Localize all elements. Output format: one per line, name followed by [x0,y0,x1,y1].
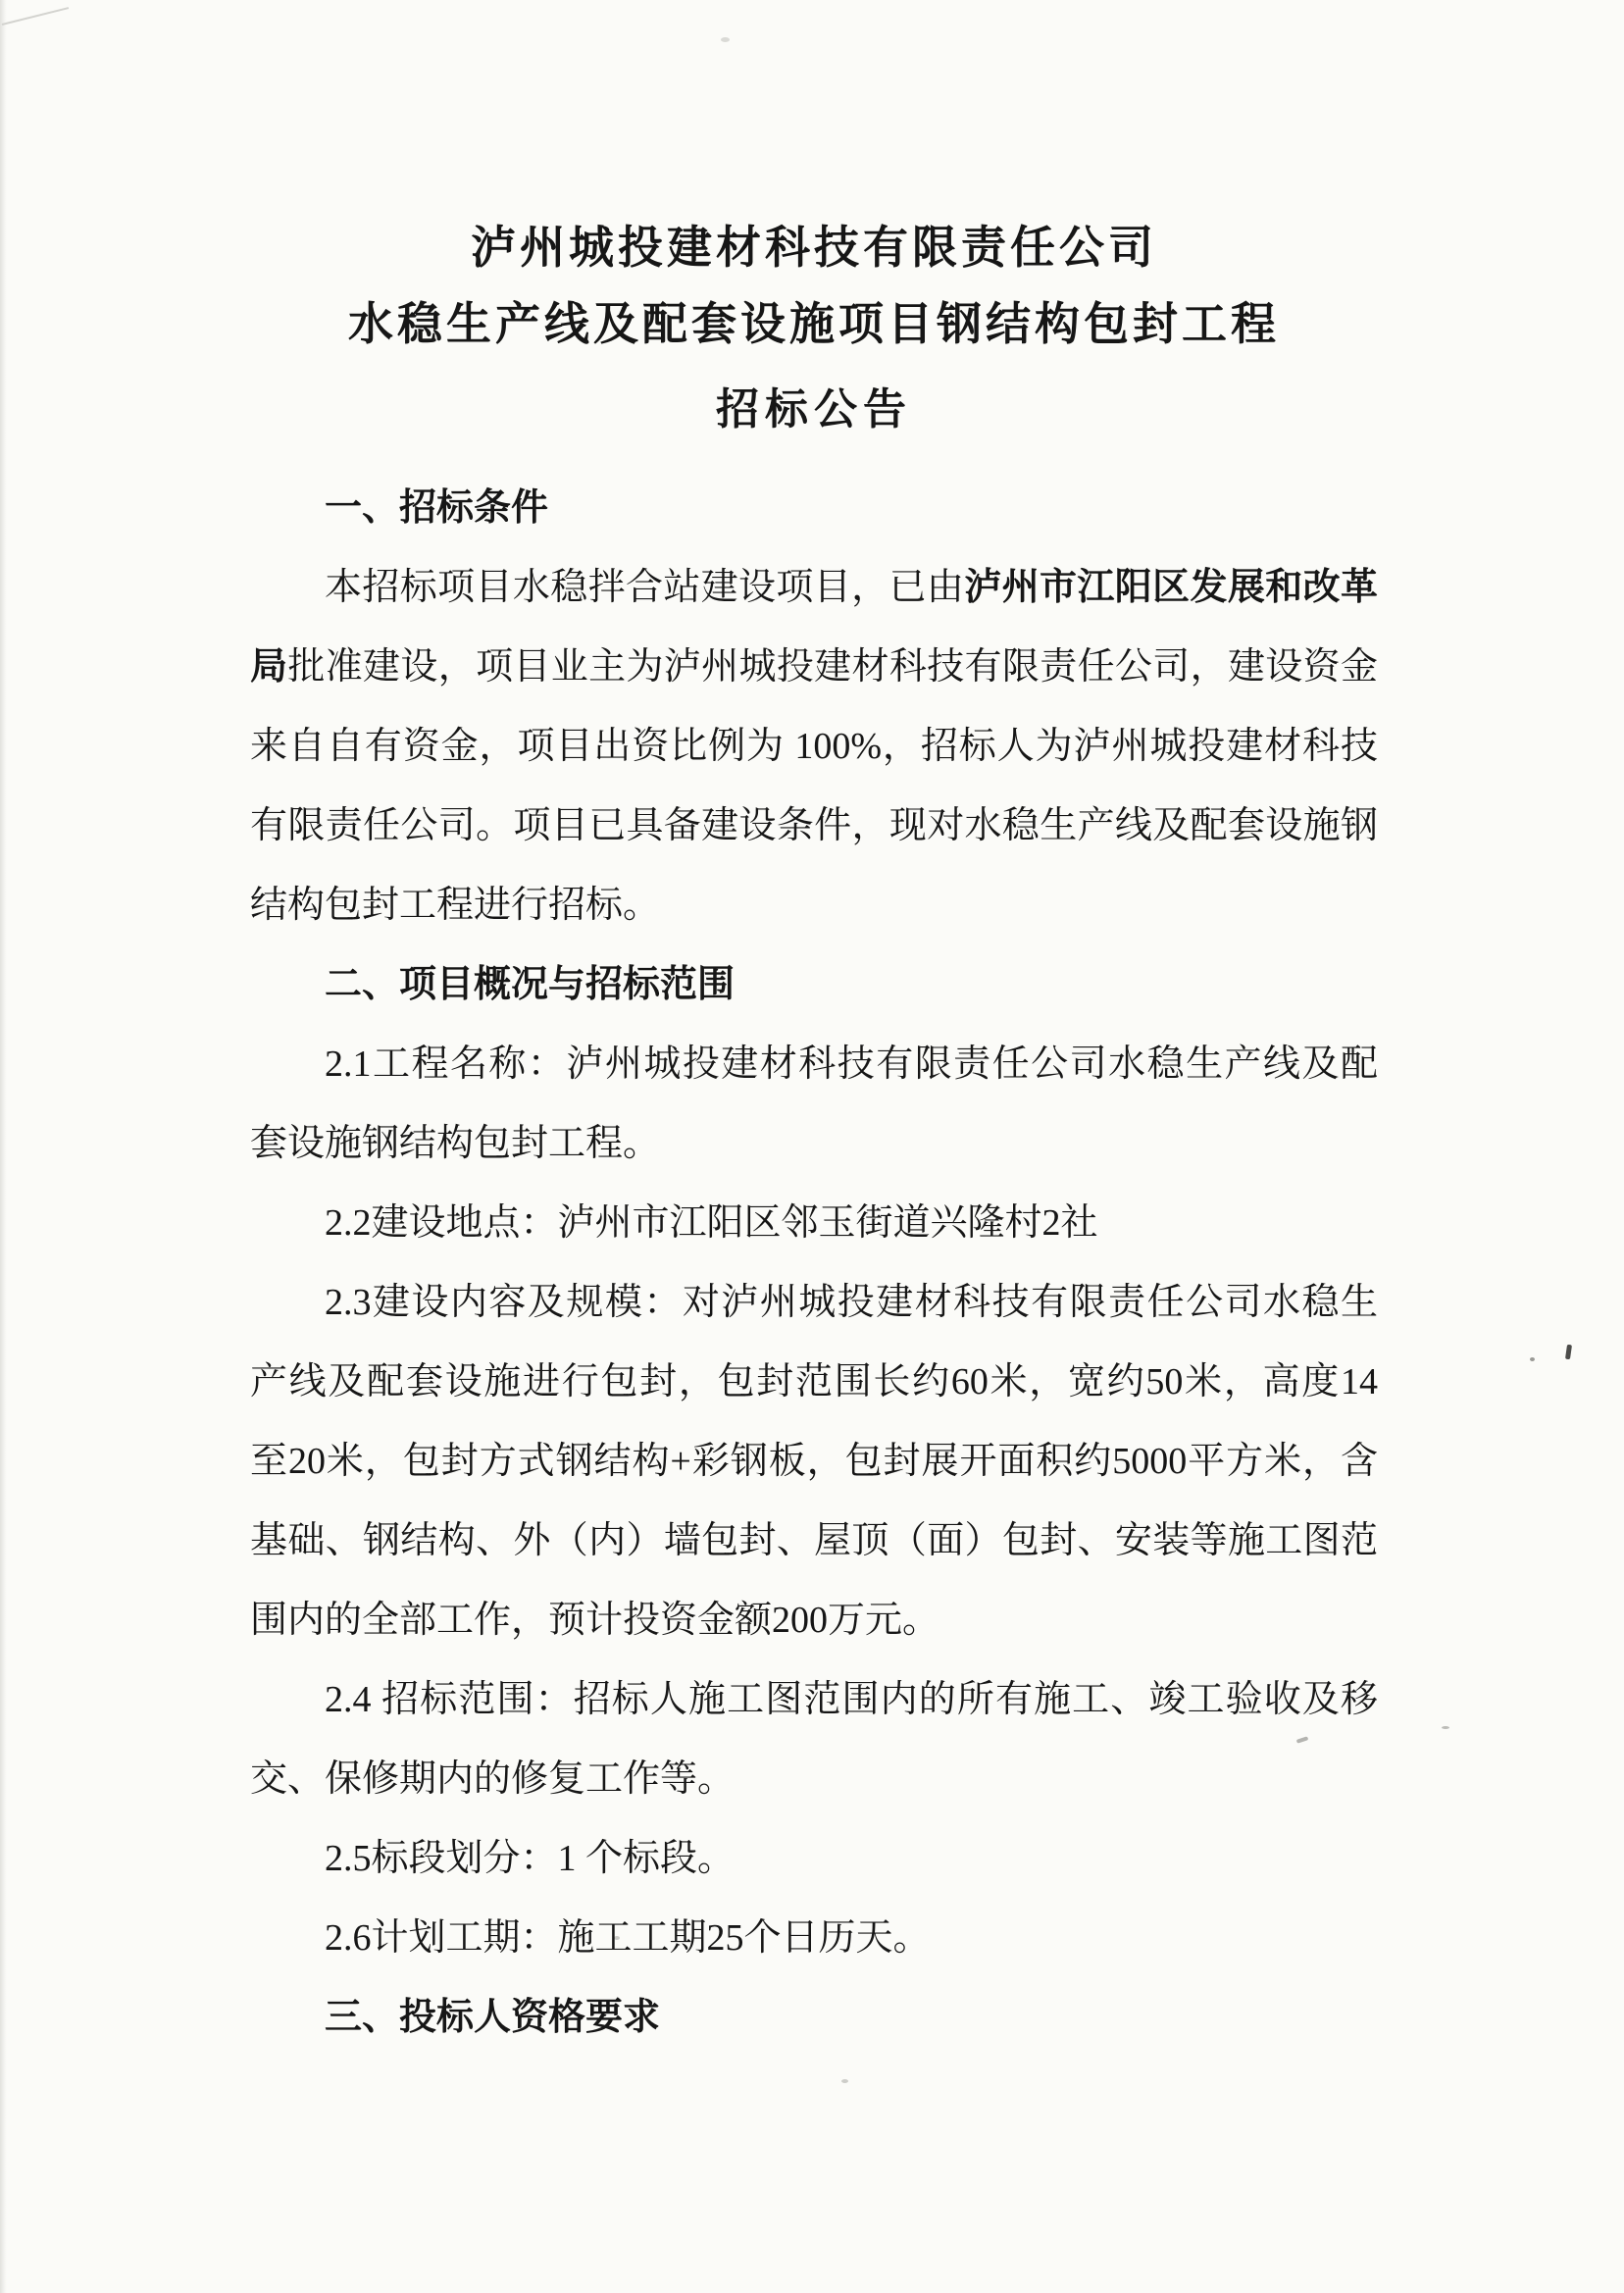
doc-line [250,628,1378,707]
text-run: 三、投标人资格要求 [325,1997,661,2038]
text-run: 2.4 招标范围：招标人施工图范围内的所有施工、竣工验收及移 [325,1679,1378,1720]
doc-line [250,1581,1378,1660]
text-run: 基础、钢结构、外（内）墙包封、屋顶（面）包封、安装等施工图范 [250,1520,1378,1561]
section-heading [250,469,1378,548]
document-content [250,0,1378,2058]
text-run: 2.5标段划分：1 个标段。 [325,1838,736,1879]
section-heading [250,1978,1378,2058]
scan-speckle [1565,1345,1572,1360]
document-title [250,0,1378,437]
title-line-company: 泸州城投建材科技有限责任公司 [471,223,1157,273]
text-run: 批准建设，项目业主为泸州城投建材科技有限责任公司，建设资金 [287,646,1378,688]
doc-line [250,866,1378,945]
text-run: 二、项目概况与招标范围 [325,964,736,1005]
text-run: 有限责任公司。项目已具备建设条件，现对水稳生产线及配套设施钢 [250,805,1378,846]
doc-line [250,1740,1378,1819]
doc-line [250,707,1378,787]
scan-speckle [1442,1726,1449,1729]
doc-line [250,1343,1378,1422]
doc-line [250,1502,1378,1581]
doc-line [250,548,1378,628]
bold-text-run: 泸州市江阳区发展和改革 [964,567,1378,608]
section-heading [250,945,1378,1025]
text-run: 2.6计划工期：施工工期25个日历天。 [325,1917,931,1959]
doc-line [250,1899,1378,1978]
doc-line [250,787,1378,866]
title-line-announcement: 招标公告 [716,385,912,433]
document-body [250,469,1378,2058]
text-run: 2.2建设地点：泸州市江阳区邻玉街道兴隆村2社 [325,1202,1098,1244]
text-run: 来自自有资金，项目出资比例为 100%，招标人为泸州城投建材科技 [250,726,1378,767]
text-run: 一、招标条件 [325,487,549,529]
text-run: 2.3建设内容及规模：对泸州城投建材科技有限责任公司水稳生 [325,1282,1378,1323]
text-run: 至20米，包封方式钢结构+彩钢板，包封展开面积约5000平方米，含 [250,1441,1378,1482]
scan-speckle [841,2079,848,2083]
text-run: 产线及配套设施进行包封，包封范围长约60米，宽约50米，高度14 [250,1361,1378,1402]
text-run: 结构包封工程进行招标。 [250,885,661,926]
text-run: 2.1工程名称：泸州城投建材科技有限责任公司水稳生产线及配 [325,1044,1378,1085]
scan-speckle [1530,1357,1535,1361]
doc-line [250,1819,1378,1899]
scan-corner-artifact [2,7,69,25]
doc-line [250,1104,1378,1184]
doc-line [250,1263,1378,1343]
doc-line [250,1184,1378,1263]
doc-line [250,1660,1378,1740]
text-run: 交、保修期内的修复工作等。 [250,1758,736,1800]
title-line-project: 水稳生产线及配套设施项目钢结构包封工程 [348,299,1280,349]
text-run: 围内的全部工作，预计投资金额200万元。 [250,1600,940,1641]
text-run: 套设施钢结构包封工程。 [250,1123,661,1164]
doc-line [250,1025,1378,1104]
scan-edge-left [0,0,7,2293]
bold-text-run: 局 [250,646,288,688]
text-run: 本招标项目水稳拌合站建设项目，已由 [325,567,965,608]
doc-line [250,1422,1378,1502]
